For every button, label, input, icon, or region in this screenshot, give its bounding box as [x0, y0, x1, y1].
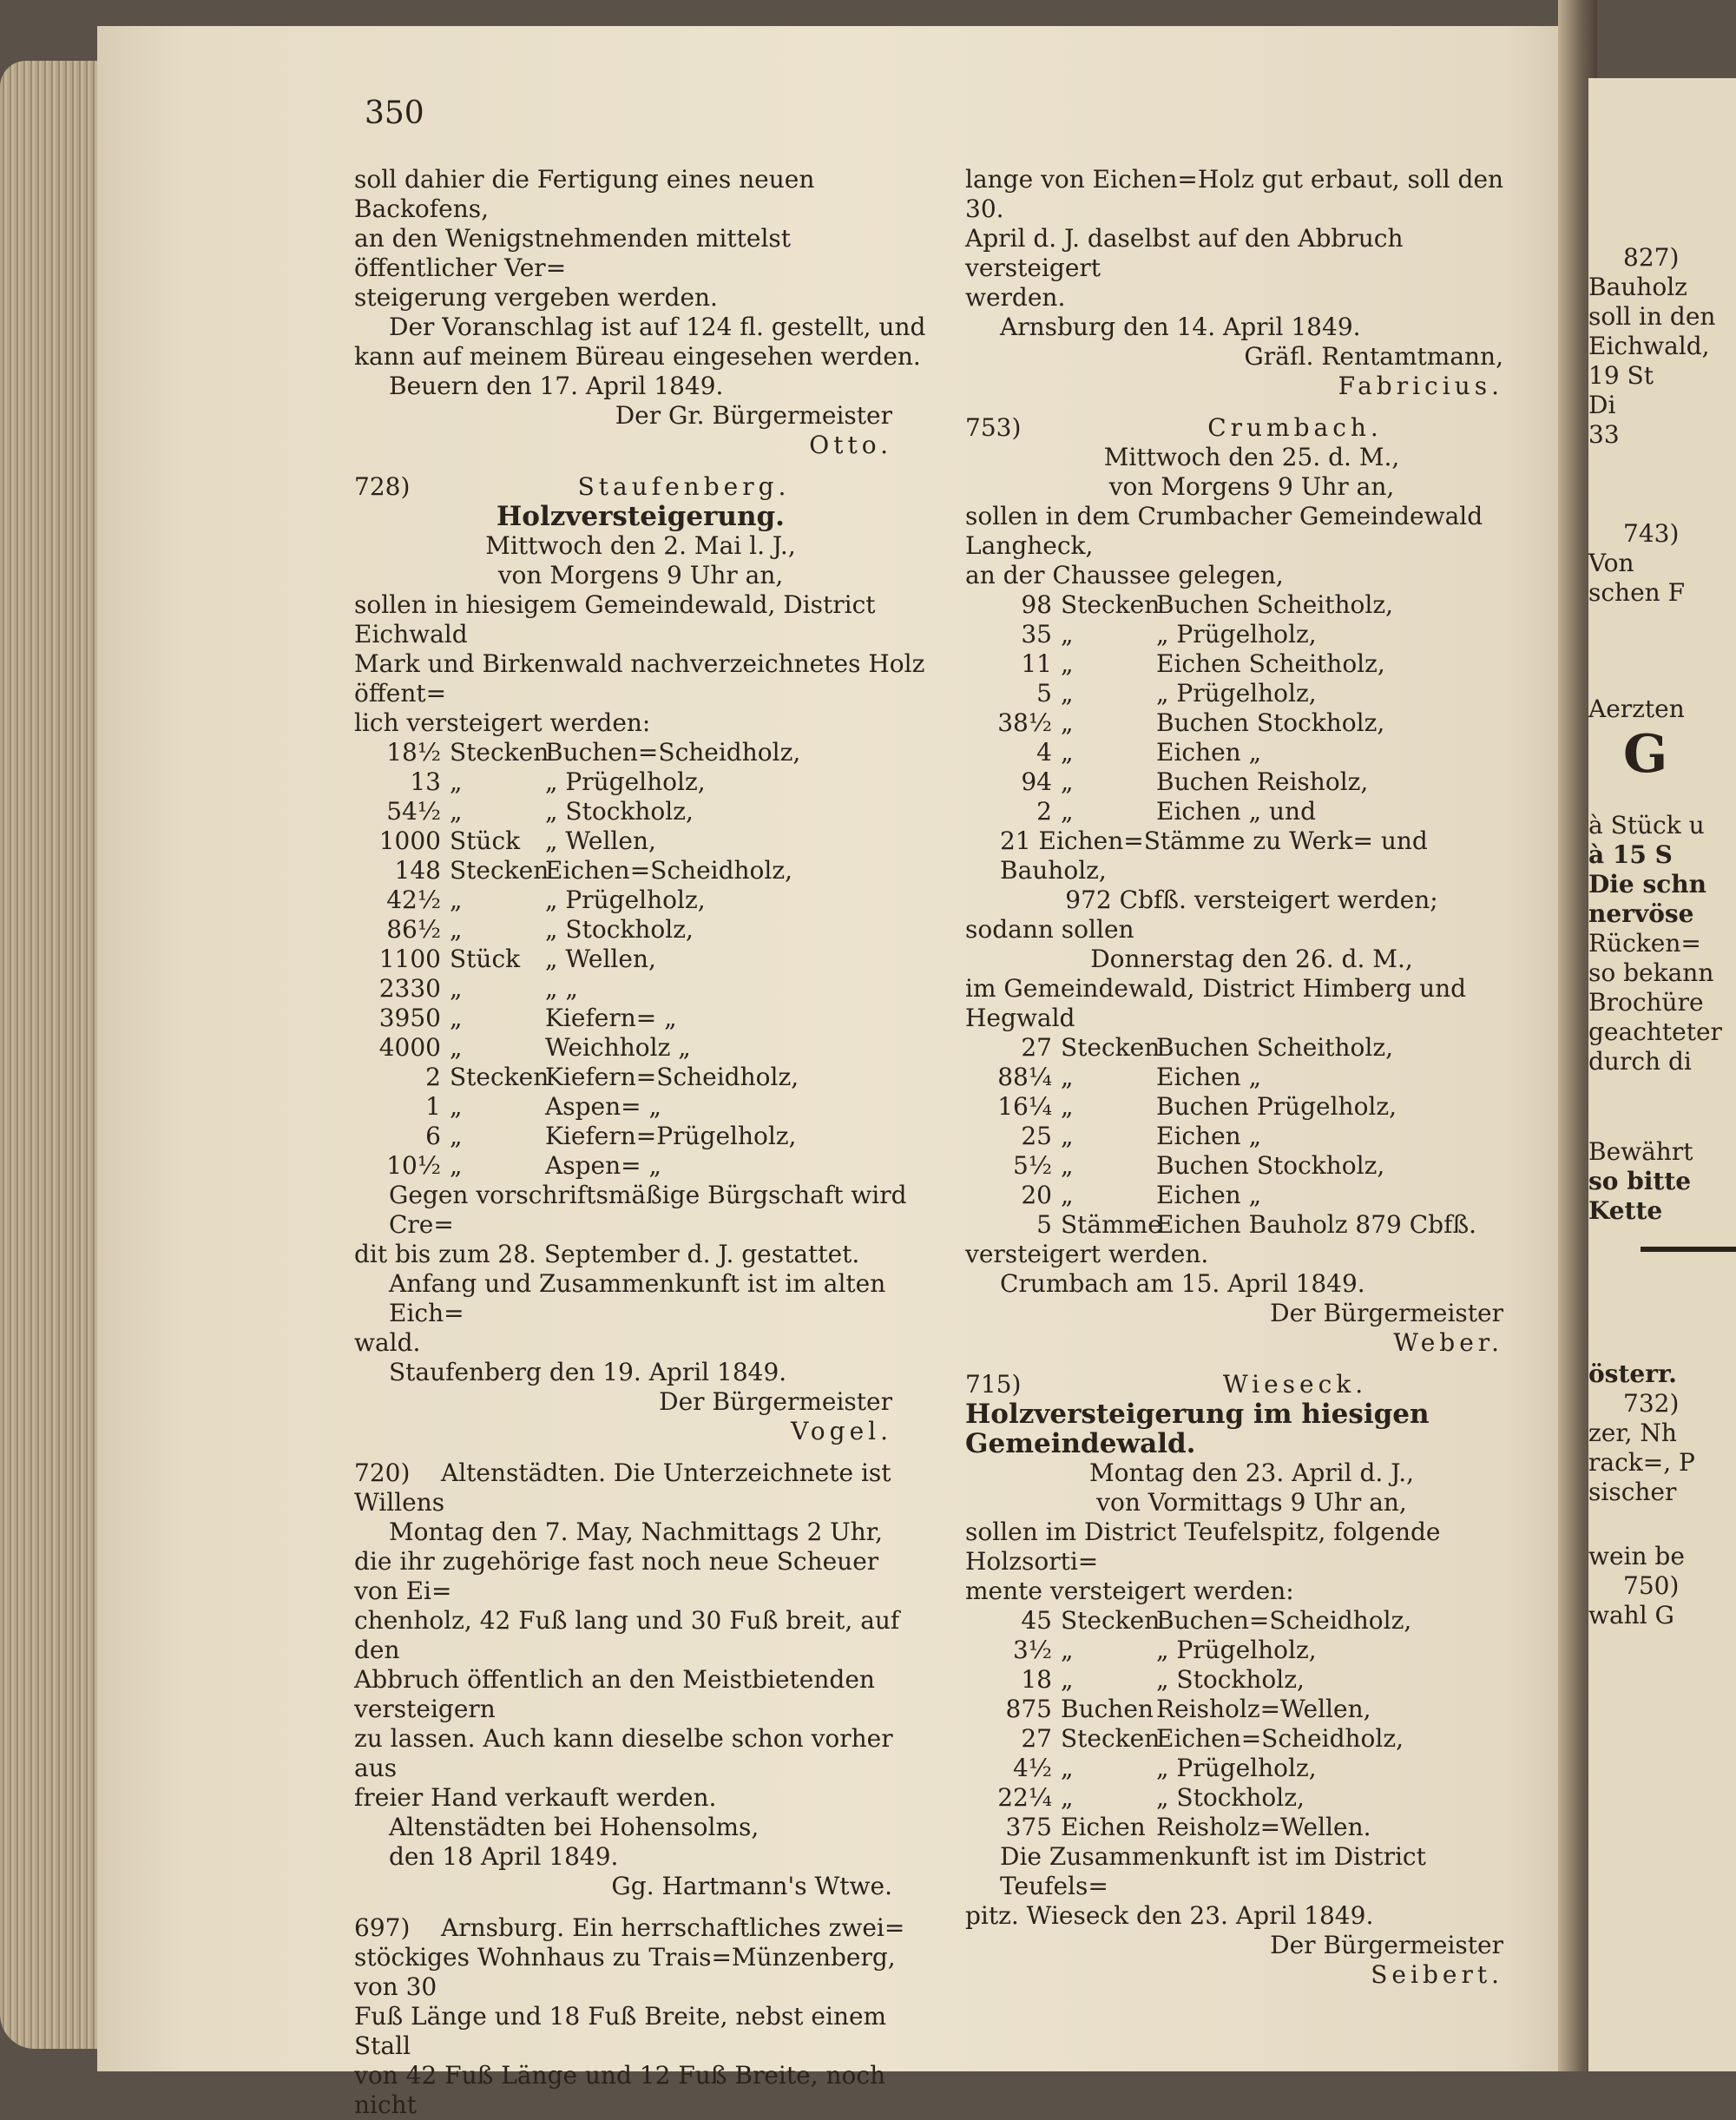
next-page-text: à Stück u: [1588, 811, 1705, 839]
wood-unit: „: [1061, 738, 1074, 767]
wood-list-row: [965, 1724, 1538, 1754]
section-gap: [965, 1358, 1538, 1370]
next-page-text: Rücken=: [1588, 929, 1701, 958]
notice-715-place: Wieseck.: [1222, 1370, 1368, 1399]
notice-697-continued: werden.: [965, 283, 1066, 312]
wood-unit: Stecken: [450, 1063, 549, 1091]
wood-list-row: [965, 1754, 1538, 1783]
wood-unit: „: [450, 1122, 463, 1150]
wood-list-row: [965, 1813, 1538, 1842]
notice-720-first-line: Altenstädten. Die Unterzeichnete ist: [441, 1458, 891, 1487]
wood-description: Reisholz=Wellen,: [1156, 1695, 1371, 1723]
wood-list-row: [354, 1033, 927, 1063]
wood-description: „ Prügelholz,: [545, 767, 706, 796]
spacer: [1588, 608, 1736, 695]
notice-720-line: Montag den 7. May, Nachmittags 2 Uhr,: [389, 1518, 883, 1546]
wood-list-row: [965, 1033, 1538, 1063]
wood-unit: „: [450, 1092, 463, 1121]
notice-715-text: sollen im District Teufelspitz, folgende Holzsorti=: [965, 1518, 1441, 1576]
wood-description: Buchen=Scheidholz,: [545, 738, 801, 767]
notice-697-first-line: Arnsburg. Ein herrschaftliches zwei=: [441, 1913, 905, 1942]
notice-697-continued: April d. J. daselbst auf den Abbruch versteigert: [965, 224, 1404, 282]
next-page-text: Von: [1588, 549, 1634, 577]
next-page-text: 33: [1588, 420, 1620, 449]
wood-quantity: 25: [1021, 1122, 1052, 1150]
next-page-text: G: [1623, 724, 1668, 785]
next-page-text: so bitte: [1588, 1167, 1692, 1195]
wood-quantity: 5: [1036, 1210, 1052, 1239]
next-page-fragment: [1588, 78, 1736, 2071]
wood-list-row: [354, 797, 927, 826]
wood-quantity: 3½: [1013, 1636, 1052, 1664]
notice-728-text: lich versteigert werden:: [354, 708, 651, 737]
next-page-text: Aerzten: [1588, 695, 1685, 723]
next-page-text: soll in den: [1588, 302, 1716, 331]
wood-description: Buchen Stockholz,: [1156, 708, 1385, 737]
wood-unit: Buchen: [1061, 1695, 1154, 1723]
wood-list-row: [965, 738, 1538, 767]
wood-list-row: [354, 1063, 927, 1092]
wood-quantity: 148: [394, 856, 441, 885]
intro-line: Der Gr. Bürgermeister: [615, 401, 892, 430]
wood-list-row: [965, 1636, 1538, 1665]
notice-753-time: von Morgens 9 Uhr an,: [1108, 472, 1395, 501]
notice-753-place-date: Crumbach am 15. April 1849.: [1000, 1269, 1365, 1298]
wood-quantity: 875: [1005, 1695, 1052, 1723]
wood-description: „ „: [545, 974, 578, 1003]
wood-quantity: 1000: [378, 826, 441, 855]
wood-unit: Stecken: [1061, 590, 1161, 619]
wood-description: Eichen „: [1156, 1122, 1262, 1150]
notice-728-time: von Morgens 9 Uhr an,: [497, 561, 784, 589]
wood-description: „ Prügelholz,: [1156, 620, 1317, 649]
wood-quantity: 88¼: [997, 1063, 1052, 1091]
wood-quantity: 375: [1005, 1813, 1052, 1841]
wood-list-row: [965, 679, 1538, 708]
notice-715-time: von Vormittags 9 Uhr an,: [1096, 1488, 1407, 1517]
wood-list-row: [965, 1695, 1538, 1724]
wood-unit: „: [1061, 649, 1074, 678]
wood-list-row: [965, 590, 1538, 620]
wood-unit: „: [1061, 1063, 1074, 1091]
intro-line: soll dahier die Fertigung eines neuen Backofens,: [354, 165, 815, 223]
section-gap: [354, 460, 927, 472]
notice-753-closing: versteigert werden.: [965, 1240, 1209, 1268]
wood-quantity: 1: [425, 1092, 441, 1121]
left-column: [354, 165, 927, 2120]
wood-unit: „: [450, 1004, 463, 1032]
notice-715-closing: Die Zusammenkunft ist im District Teufels=: [1000, 1842, 1426, 1900]
wood-description: „ Wellen,: [545, 945, 656, 973]
wood-description: „ Wellen,: [545, 826, 656, 855]
spacer: [1588, 1076, 1736, 1137]
notice-753-number: 753): [965, 413, 1022, 442]
wood-description: „ Stockholz,: [1156, 1665, 1305, 1694]
next-page-text: Kette: [1588, 1196, 1663, 1225]
wood-description: Kiefern=Scheidholz,: [545, 1063, 799, 1091]
next-page-text: wahl G: [1588, 1601, 1674, 1630]
wood-unit: „: [1061, 1783, 1074, 1812]
wood-quantity: 18½: [386, 738, 441, 767]
wood-list-row: [354, 826, 927, 856]
notice-697-number: 697): [354, 1913, 411, 1942]
wood-quantity: 4000: [378, 1033, 441, 1062]
wood-description: Buchen Scheitholz,: [1156, 1033, 1393, 1062]
notice-697-continued: lange von Eichen=Holz gut erbaut, soll den 30.: [965, 165, 1504, 223]
spacer: [1588, 1507, 1736, 1542]
wood-description: Eichen=Scheidholz,: [1156, 1724, 1404, 1753]
wood-list-row: [965, 1092, 1538, 1122]
notice-753-mid: Donnerstag den 26. d. M.,: [1090, 945, 1413, 973]
notice-753-place: Crumbach.: [1207, 413, 1383, 442]
spacer: [1588, 785, 1736, 811]
wood-quantity: 18: [1021, 1665, 1052, 1694]
section-gap: [354, 1446, 927, 1458]
notice-720-line: freier Hand verkauft werden.: [354, 1783, 717, 1812]
wood-quantity: 35: [1021, 620, 1052, 649]
notice-753-mid: 21 Eichen=Stämme zu Werk= und Bauholz,: [1000, 826, 1428, 885]
next-page-text: 827): [1623, 243, 1680, 272]
notice-728-closing: dit bis zum 28. September d. J. gestattet.: [354, 1240, 860, 1268]
wood-unit: „: [1061, 620, 1074, 649]
wood-description: Eichen Bauholz 879 Cbfß.: [1156, 1210, 1477, 1239]
next-page-text: so bekann: [1588, 958, 1714, 987]
wood-description: Eichen „: [1156, 1181, 1262, 1209]
wood-list-row: [965, 1210, 1538, 1240]
wood-unit: „: [1061, 1151, 1074, 1180]
notice-753-signer: Weber.: [1393, 1328, 1503, 1357]
notice-753-text: an der Chaussee gelegen,: [965, 561, 1284, 589]
wood-unit: „: [450, 1151, 463, 1180]
next-page-text: zer, Nh: [1588, 1419, 1677, 1447]
notice-715-closing: pitz. Wieseck den 23. April 1849.: [965, 1901, 1374, 1930]
wood-unit: Stecken: [1061, 1606, 1161, 1635]
wood-description: Buchen=Scheidholz,: [1156, 1606, 1412, 1635]
wood-list-row: [965, 767, 1538, 797]
wood-unit: Stecken: [450, 738, 549, 767]
wood-description: „ Prügelholz,: [545, 886, 706, 914]
wood-list-row: [965, 1151, 1538, 1181]
notice-697-line: stöckiges Wohnhaus zu Trais=Münzenberg, von 30: [354, 1943, 896, 2001]
wood-list-row: [354, 738, 927, 767]
section-gap: [354, 1901, 927, 1913]
wood-unit: „: [450, 797, 463, 826]
spacer: [1588, 78, 1736, 243]
wood-list-row: [354, 856, 927, 886]
page-number: 350: [365, 95, 424, 131]
wood-list-row: [354, 1004, 927, 1033]
wood-unit: „: [1061, 1636, 1074, 1664]
wood-quantity: 16¼: [997, 1092, 1052, 1121]
intro-line: steigerung vergeben werden.: [354, 283, 718, 312]
notice-720-line: Willens: [354, 1488, 445, 1517]
next-page-text: Eichwald,: [1588, 332, 1710, 360]
notice-697-line: Fuß Länge und 18 Fuß Breite, nebst einem Stall: [354, 2002, 887, 2060]
wood-list-row: [965, 797, 1538, 826]
notice-753-date: Mittwoch den 25. d. M.,: [1103, 443, 1400, 471]
intro-line: Otto.: [809, 431, 892, 459]
wood-list-row: [965, 708, 1538, 738]
wood-quantity: 3950: [378, 1004, 441, 1032]
wood-unit: Stämme: [1061, 1210, 1162, 1239]
next-page-text: nervöse: [1588, 899, 1694, 928]
notice-720-number: 720): [354, 1458, 411, 1487]
wood-unit: „: [1061, 1181, 1074, 1209]
right-column: [965, 165, 1538, 1990]
notice-720-line: die ihr zugehörige fast noch neue Scheuer von Ei=: [354, 1547, 879, 1605]
wood-quantity: 54½: [386, 797, 441, 826]
wood-list-row: [354, 1122, 927, 1151]
wood-description: Buchen Prügelholz,: [1156, 1092, 1397, 1121]
wood-list-row: [354, 886, 927, 915]
wood-description: Eichen=Scheidholz,: [545, 856, 793, 885]
notice-728-place-date: Staufenberg den 19. April 1849.: [389, 1358, 787, 1386]
wood-quantity: 5: [1036, 679, 1052, 708]
notice-753-signer-title: Der Bürgermeister: [1270, 1299, 1503, 1327]
notice-728-signer: Vogel.: [791, 1417, 892, 1445]
wood-quantity: 13: [410, 767, 441, 796]
notice-728-place: Staufenberg.: [577, 472, 791, 501]
notice-753-mid: im Gemeindewald, District Himberg und Hegwald: [965, 974, 1467, 1032]
next-page-text: durch di: [1588, 1047, 1692, 1076]
next-page-text: österr.: [1588, 1360, 1677, 1388]
notice-728-closing: Anfang und Zusammenkunft ist im alten Eich=: [389, 1269, 886, 1327]
notice-697-continued: Gräfl. Rentamtmann,: [1244, 342, 1503, 371]
wood-description: Kiefern=Prügelholz,: [545, 1122, 797, 1150]
wood-description: Aspen= „: [545, 1092, 661, 1121]
next-page-text: sischer: [1588, 1478, 1677, 1506]
wood-quantity: 27: [1021, 1724, 1052, 1753]
notice-720-line: Abbruch öffentlich an den Meistbietenden versteigern: [354, 1665, 875, 1723]
wood-list-row: [965, 1665, 1538, 1695]
wood-unit: „: [450, 915, 463, 944]
wood-quantity: 11: [1021, 649, 1052, 678]
notice-728-number: 728): [354, 472, 411, 501]
notice-697-continued: Fabricius.: [1338, 372, 1503, 400]
next-page-text: rack=, P: [1588, 1448, 1695, 1477]
wood-description: „ Stockholz,: [1156, 1783, 1305, 1812]
section-rule: [1641, 1247, 1736, 1252]
notice-728-text: Mark und Birkenwald nachverzeichnetes Holz öffent=: [354, 649, 925, 708]
notice-697-continued: Arnsburg den 14. April 1849.: [1000, 313, 1361, 341]
wood-quantity: 94: [1021, 767, 1052, 796]
wood-unit: „: [450, 1033, 463, 1062]
wood-unit: „: [1061, 1122, 1074, 1150]
notice-697-line: [354, 1913, 927, 1943]
wood-quantity: 2: [425, 1063, 441, 1091]
wood-list-row: [354, 974, 927, 1004]
notice-728-closing: wald.: [354, 1328, 421, 1357]
wood-list-row: [965, 1063, 1538, 1092]
book-page-edges: [0, 61, 102, 2049]
wood-quantity: 10½: [386, 1151, 441, 1180]
wood-unit: Eichen: [1061, 1813, 1146, 1841]
next-page-text: wein be: [1588, 1542, 1685, 1570]
wood-unit: „: [1061, 708, 1074, 737]
wood-unit: „: [450, 886, 463, 914]
wood-quantity: 20: [1021, 1181, 1052, 1209]
wood-unit: „: [1061, 797, 1074, 826]
notice-715-date: Montag den 23. April d. J.,: [1088, 1458, 1415, 1487]
notice-720-line: [354, 1458, 927, 1488]
next-page-text: Die schn: [1588, 870, 1707, 899]
notice-697-line: von 42 Fuß Länge und 12 Fuß Breite, noch nicht: [354, 2061, 886, 2119]
wood-description: Buchen Scheitholz,: [1156, 590, 1393, 619]
wood-quantity: 45: [1021, 1606, 1052, 1635]
next-page-text: Brochüre: [1588, 988, 1704, 1017]
wood-description: „ Prügelholz,: [1156, 1754, 1317, 1782]
notice-715-title: Holzversteigerung im hiesigen Gemeindewald.: [965, 1399, 1430, 1459]
wood-description: Aspen= „: [545, 1151, 661, 1180]
next-page-text: schen F: [1588, 578, 1686, 607]
wood-description: Eichen Scheitholz,: [1156, 649, 1385, 678]
wood-description: Eichen „ und: [1156, 797, 1317, 826]
section-gap: [965, 401, 1538, 413]
wood-list-row: [354, 1151, 927, 1181]
wood-quantity: 22¼: [997, 1783, 1052, 1812]
wood-list-row: [354, 1092, 927, 1122]
notice-753-mid: 972 Cbfß. versteigert werden;: [1065, 886, 1438, 914]
notice-715-signer-title: Der Bürgermeister: [1270, 1931, 1503, 1959]
next-page-text: Bauholz: [1588, 273, 1687, 301]
wood-quantity: 6: [425, 1122, 441, 1150]
wood-list-row: [965, 649, 1538, 679]
wood-list-row: [965, 620, 1538, 649]
notice-753-text: sollen in dem Crumbacher Gemeindewald Langheck,: [965, 502, 1483, 560]
notice-715-text: mente versteigert werden:: [965, 1577, 1294, 1605]
wood-unit: „: [1061, 1754, 1074, 1782]
wood-quantity: 42½: [386, 886, 441, 914]
next-page-text: 750): [1623, 1571, 1680, 1600]
wood-list-row: [965, 1181, 1538, 1210]
notice-753-mid: sodann sollen: [965, 915, 1134, 944]
spacer: [1588, 1273, 1736, 1360]
wood-unit: „: [1061, 1092, 1074, 1121]
intro-line: Der Voranschlag ist auf 124 fl. gestellt, und: [389, 313, 926, 341]
wood-list-row: [354, 945, 927, 974]
wood-quantity: 38½: [997, 708, 1052, 737]
wood-description: Weichholz „: [545, 1033, 691, 1062]
spacer: [1588, 450, 1736, 519]
wood-list-row: [354, 767, 927, 797]
intro-line: kann auf meinem Büreau eingesehen werden.: [354, 342, 921, 371]
notice-728-closing: Gegen vorschriftsmäßige Bürgschaft wird Cre=: [389, 1181, 907, 1239]
notice-720-line: chenholz, 42 Fuß lang und 30 Fuß breit, auf den: [354, 1606, 900, 1664]
notice-728-signer-title: Der Bürgermeister: [659, 1387, 892, 1416]
notice-720-line: Gg. Hartmann's Wtwe.: [611, 1872, 892, 1900]
intro-line: Beuern den 17. April 1849.: [389, 372, 724, 400]
notice-728-text: sollen in hiesigem Gemeindewald, District Eichwald: [354, 590, 876, 649]
wood-quantity: 86½: [386, 915, 441, 944]
notice-715-signer: Seibert.: [1371, 1960, 1503, 1989]
wood-description: Buchen Reisholz,: [1156, 767, 1369, 796]
wood-unit: „: [450, 974, 463, 1003]
notice-715-number: 715): [965, 1370, 1022, 1399]
next-page-text: 732): [1623, 1389, 1680, 1418]
notice-720-line: den 18 April 1849.: [389, 1842, 619, 1871]
next-page-text: 743): [1623, 519, 1680, 548]
wood-quantity: 1100: [378, 945, 441, 973]
wood-quantity: 98: [1021, 590, 1052, 619]
wood-unit: Stecken: [1061, 1724, 1161, 1753]
wood-quantity: 27: [1021, 1033, 1052, 1062]
wood-unit: Stecken: [1061, 1033, 1161, 1062]
notice-720-line: Altenstädten bei Hohensolms,: [389, 1813, 760, 1841]
wood-description: „ Stockholz,: [545, 797, 694, 826]
wood-description: Eichen „: [1156, 1063, 1262, 1091]
wood-unit: Stecken: [450, 856, 549, 885]
notice-728-title: Holzversteigerung.: [496, 501, 785, 532]
wood-quantity: 4: [1036, 738, 1052, 767]
wood-list-row: [354, 915, 927, 945]
wood-list-row: [965, 1122, 1538, 1151]
wood-description: Reisholz=Wellen.: [1156, 1813, 1371, 1841]
wood-quantity: 2330: [378, 974, 441, 1003]
intro-line: an den Wenigstnehmenden mittelst öffentlicher Ver=: [354, 224, 792, 282]
wood-unit: „: [450, 767, 463, 796]
next-page-text: Di: [1588, 391, 1616, 419]
next-page-text: à 15 S: [1588, 840, 1673, 869]
next-page-text: Bewährt: [1588, 1137, 1693, 1166]
wood-description: „ Prügelholz,: [1156, 679, 1317, 708]
wood-description: Buchen Stockholz,: [1156, 1151, 1385, 1180]
next-page-text: geachteter: [1588, 1017, 1722, 1046]
wood-quantity: 5½: [1013, 1151, 1052, 1180]
wood-list-row: [965, 1783, 1538, 1813]
notice-720-line: zu lassen. Auch kann dieselbe schon vorher aus: [354, 1724, 893, 1782]
wood-unit: „: [1061, 679, 1074, 708]
wood-quantity: 2: [1036, 797, 1052, 826]
wood-description: Kiefern= „: [545, 1004, 677, 1032]
wood-description: „ Prügelholz,: [1156, 1636, 1317, 1664]
notice-728-date: Mittwoch den 2. Mai l. J.,: [485, 531, 796, 560]
wood-unit: Stück: [450, 826, 521, 855]
wood-quantity: 4½: [1013, 1754, 1052, 1782]
wood-description: „ Stockholz,: [545, 915, 694, 944]
wood-unit: Stück: [450, 945, 521, 973]
wood-unit: „: [1061, 1665, 1074, 1694]
next-page-text: 19 St: [1588, 361, 1654, 390]
wood-unit: „: [1061, 767, 1074, 796]
wood-list-row: [965, 1606, 1538, 1636]
wood-description: Eichen „: [1156, 738, 1262, 767]
